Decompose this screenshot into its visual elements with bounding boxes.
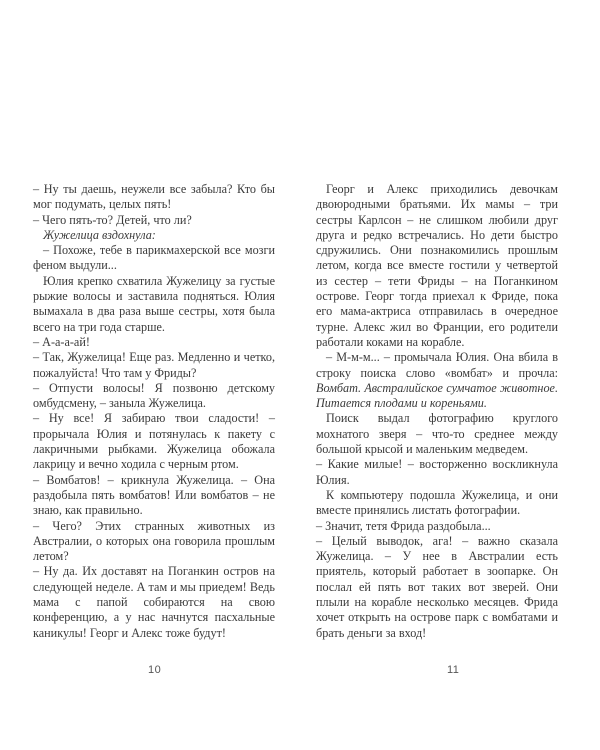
paragraph: – Так, Жужелица! Еще раз. Медленно и четко, пожалуйста! Что там у Фриды? (33, 350, 275, 380)
paragraph: – Ну да. Их доставят на Поганкин остров на следующей неделе. А там и мы приедем! Ведь мама с папой собираются на свою конференцию, а у нас начнутся пасхальные каникулы! Георг и Алекс тоже будут! (33, 564, 275, 640)
paragraph-lead: – М-м-м... – промычала Юлия. Она вбила в строку поиска слово «вомбат» и прочла: (316, 350, 558, 380)
paragraph: – Отпусти волосы! Я позвоню детскому омбудсмену, – заныла Жужелица. (33, 380, 275, 411)
paragraph: – Ну ты даешь, неужели все забыла? Кто бы мог подумать, целых пять! (33, 182, 275, 212)
paragraph: Юлия крепко схватила Жужелицу за густые рыжие волосы и заставила подняться. Юлия вымахала в два раза выше сестры, хотя была всего на три года старше. (33, 273, 275, 334)
right-page (300, 0, 600, 750)
paragraph: Жужелица вздохнула: (43, 227, 156, 242)
paragraph: – Ну все! Я забираю твои сладости! – прорычала Юлия и потянулась к пакету с лакричными рыбками. Жужелица обожала лакрицу и вечно ходила с черным ртом. (33, 411, 275, 472)
paragraph: – Чего? Этих странных животных из Австралии, о которых она говорила прошлым летом? (33, 518, 275, 564)
page-number: 11 (447, 664, 460, 676)
paragraph: – Чего пять-то? Детей, что ли? (33, 212, 192, 227)
page-number: 10 (148, 664, 162, 676)
paragraph: – Вомбатов! – крикнула Жужелица. – Она раздобыла пять вомбатов! Или вомбатов – не знаю, как правильно. (33, 472, 275, 518)
paragraph: – Какие милые! – восторженно воскликнула Юлия. (316, 457, 558, 487)
left-page-text (33, 182, 275, 641)
paragraph: – А-а-а-ай! (33, 334, 90, 349)
paragraph: К компьютеру подошла Жужелица, и они вместе принялись листать фотографии. (316, 487, 558, 518)
paragraph: – Целый выводок, ага! – важно сказала Жужелица. – У нее в Австралии есть приятель, который работает в зоопарке. Он послал ей пять вот таких вот зверей. Они плыли на корабле несколько месяцев. Фрида хочет открыть на острове парк с вомбатами и брать деньги за вход! (316, 533, 558, 640)
right-page-text (316, 182, 558, 641)
paragraph: – Значит, тетя Фрида раздобыла... (316, 518, 491, 533)
paragraph: Поиск выдал фотографию круглого мохнатого зверя – что-то среднее между большой крысой и маленьким медведем. (316, 411, 558, 457)
paragraph (316, 350, 558, 411)
paragraph: – Похоже, тебе в парикмахерской все мозги феном выдули... (33, 243, 275, 273)
dictionary-definition: Вомбат. Австралийское сумчатое животное. Питается плодами и кореньями. (316, 380, 558, 411)
paragraph: Георг и Алекс приходились девочкам двоюродными братьями. Их мамы – три сестры Карлсон – не слишком любили друг друга и редко встречались. Но дети быстро сдружились. Они познакомились прошлым летом, когда все вместе гостили у четвертой из сестер – тети Фриды – на Поганкином острове. Георг тогда приехал к Фриде, пока его мама-актриса отправилась в очередное турне. Алекс жил во Франции, его родители работали коками на корабле. (316, 182, 558, 349)
